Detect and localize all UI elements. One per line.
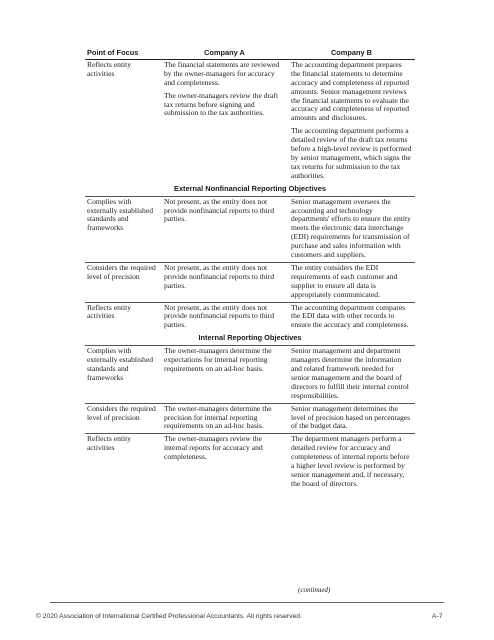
company-a-paragraph: Not present, as the entity does not provide nonfinancial reports to third parties. (164, 302, 275, 330)
company-a-cell (161, 403, 288, 434)
company-a-paragraph: The financial statements are reviewed by the owner-managers for accuracy and completeness. (164, 59, 280, 87)
company-a-cell (161, 262, 288, 302)
point-of-focus-cell: Complies with externally established standards and frameworks (85, 196, 161, 262)
table-row (85, 403, 415, 434)
footer-divider (50, 602, 444, 603)
table-row (85, 346, 415, 403)
table-row (85, 196, 415, 262)
point-of-focus-cell: Reflects entity activities (85, 302, 161, 332)
table-row (85, 302, 415, 332)
table-row (85, 434, 415, 491)
table-body (85, 59, 415, 490)
company-b-paragraph: The accounting department performs a detailed review of the draft tax returns before a high-level review is performed by senior management, which signs the tax returns for submission to the tax authorities. (291, 126, 412, 180)
company-b-paragraph: The accounting department prepares the financial statements to determine accuracy and completeness of reported amounts. Senior management reviews the financial statements to evaluate the accuracy and completeness of reported amounts and disclosures. (291, 59, 410, 123)
point-of-focus-cell: Complies with externally established standards and frameworks (85, 346, 161, 403)
header-company-a: Company A (161, 48, 288, 59)
section-heading: Internal Reporting Objectives (198, 333, 302, 343)
company-a-cell (161, 59, 288, 182)
company-b-cell (288, 346, 415, 403)
company-a-paragraph: The owner-managers review the internal reports for accuracy and completeness. (164, 434, 263, 462)
section-heading-row (85, 332, 415, 345)
section-heading-row (85, 183, 415, 196)
footer-copyright: © 2020 Association of International Certified Professional Accountants. All rights reserved. (36, 613, 302, 620)
company-a-cell (161, 434, 288, 491)
company-a-cell (161, 196, 288, 262)
point-of-focus-cell: Reflects entity activities (85, 434, 161, 491)
company-b-cell (288, 196, 415, 262)
table-row (85, 262, 415, 302)
company-b-paragraph: The accounting department compares the EDI data with other records to ensure the accuracy and completeness. (291, 302, 409, 330)
page-number: A-7 (432, 613, 443, 620)
company-b-paragraph: Senior management and department managers determine the information and related framework needed for senior management and the board of directors to fulfill their internal control responsibilities. (291, 346, 409, 400)
company-b-cell (288, 59, 415, 182)
company-a-paragraph: The owner-managers determine the expectations for internal reporting requirements on an ad-hoc basis. (164, 346, 272, 373)
company-b-paragraph: Senior management determines the level of precision based on percentages of the budget data. (291, 403, 411, 431)
company-b-paragraph: The entity considers the EDI requirements of each customer and supplier to ensure all data is appropriately communicated. (291, 262, 398, 299)
continued-label: (continued) (298, 586, 331, 594)
table-row (85, 59, 415, 182)
table-header-row (85, 48, 415, 59)
company-b-cell (288, 403, 415, 434)
company-a-paragraph: Not present, as the entity does not provide nonfinancial reports to third parties. (164, 196, 275, 224)
point-of-focus-cell: Considers the required level of precision (85, 403, 161, 434)
company-b-paragraph: Senior management oversees the accounting and technology departments' efforts to ensure the entity meets the electronic data interchange (EDI) requirements for transmission of purchase and sales information with customers and suppliers. (291, 196, 411, 260)
section-heading: External Nonfinancial Reporting Objectives (174, 183, 326, 193)
company-b-cell (288, 434, 415, 491)
header-point-of-focus: Point of Focus (85, 48, 161, 59)
company-a-cell (161, 302, 288, 332)
point-of-focus-cell: Considers the required level of precision (85, 262, 161, 302)
point-of-focus-cell: Reflects entity activities (85, 59, 161, 182)
company-a-cell (161, 346, 288, 403)
company-a-paragraph: The owner-managers review the draft tax returns before signing and submission to the tax authorities. (164, 90, 279, 118)
company-b-cell (288, 262, 415, 302)
company-b-paragraph: The department managers perform a detailed review for accuracy and completeness of internal reports before a higher level review is performed by senior management and, if necessary, the board of directors. (291, 434, 410, 488)
company-a-paragraph: Not present, as the entity does not provide nonfinancial reports to third parties. (164, 262, 275, 290)
company-b-cell (288, 302, 415, 332)
points-of-focus-table (85, 48, 415, 491)
document-page (85, 48, 415, 491)
company-a-paragraph: The owner-managers determine the precision for internal reporting requirements on an ad-hoc basis. (164, 403, 272, 431)
header-company-b: Company B (288, 48, 415, 59)
